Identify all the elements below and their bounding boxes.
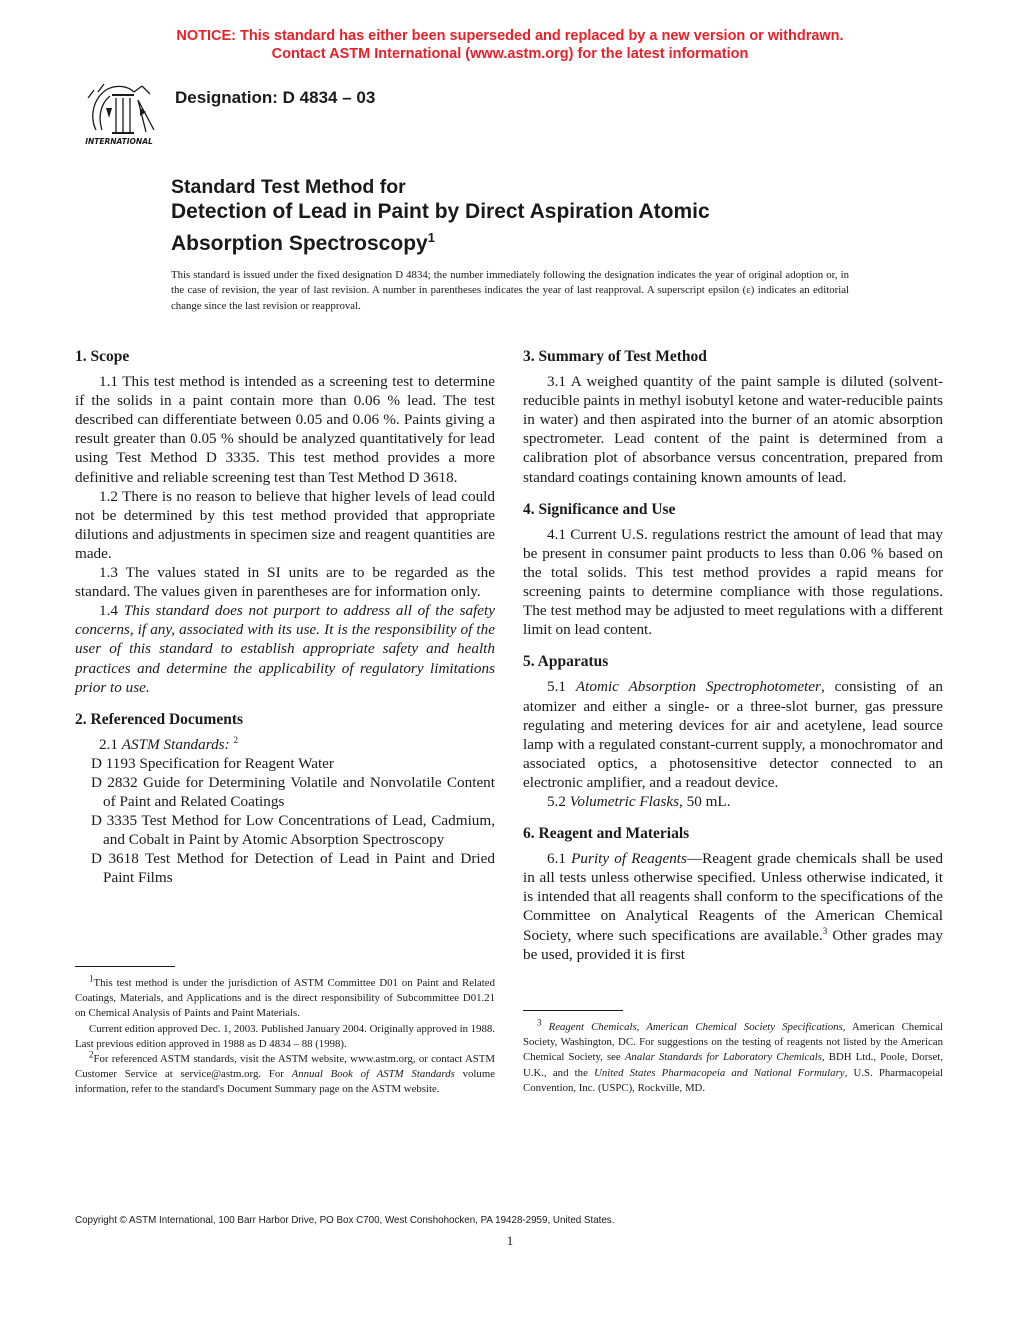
section-significance	[523, 500, 943, 640]
paragraph-number: 6.1	[547, 850, 566, 868]
footnote-text: , BDH Ltd., Poole, Dorset, U.K., and the	[523, 1051, 943, 1079]
section-heading: 4. Significance and Use	[523, 500, 676, 518]
paragraph-3-1: 3.1 A weighed quantity of the paint sample is diluted (solvent-reducible paints in methyl isobutyl ketone and water-reducible paints in water) and then aspirated into the burner of an atomic absorption spectrometer. Lead content of the paint is determined from a calibration plot of absorbance versus concentration, prepared from standard coatings containing known amounts of lead.	[523, 373, 943, 486]
paragraph-1-3: 1.3 The values stated in SI units are to be regarded as the standard. The values given in parentheses are for information only.	[75, 564, 495, 601]
section-heading: 3. Summary of Test Method	[523, 348, 707, 365]
copyright-notice: Copyright © ASTM International, 100 Barr Harbor Drive, PO Box C700, West Conshohocken, PA 19428-2959, United States.	[75, 1215, 615, 1226]
section-heading: 2. Referenced Documents	[75, 710, 244, 728]
footnote-mark: 3	[537, 1017, 542, 1028]
paragraph-2-1	[75, 735, 495, 754]
paragraph-italic-text: Purity of Reagents	[571, 850, 687, 868]
right-footnotes	[523, 1017, 944, 1096]
logo-subtext: INTERNATIONAL	[85, 137, 153, 146]
footnote-italic: Analar Standards for Laboratory Chemicals	[624, 1051, 822, 1064]
paragraph-number: 2.1	[99, 735, 118, 753]
reference-item: D 3618 Test Method for Detection of Lead in Paint and Dried Paint Films	[91, 850, 495, 887]
paragraph-5-1	[523, 677, 943, 792]
paragraph-5-2	[523, 792, 943, 811]
notice-line-2: Contact ASTM International (www.astm.org) for the latest information	[271, 46, 749, 62]
paragraph-6-1	[523, 849, 943, 964]
paragraph-1-4	[75, 601, 495, 696]
footnote-1	[75, 973, 495, 1022]
paragraph-text: —Reagent grade chemicals shall be used in all tests unless otherwise specified. Unless otherwise indicated, it is intended that all reagents shall conform to the specifications of the Committee on Analytical Reagents of the American Chemical Society, where such specifications are available.	[523, 850, 944, 944]
footnote-mark: 2	[89, 1049, 94, 1060]
title-line-2: Detection of Lead in Paint by Direct Aspiration Atomic	[171, 200, 710, 223]
section-summary	[523, 347, 943, 487]
paragraph-1-2: 1.2 There is no reason to believe that higher levels of lead could not be determined by this test method provided that appropriate dilutions and adjustments in specimen size and reagent quantities are made.	[75, 487, 495, 562]
supersession-notice	[0, 27, 1020, 63]
footnote-text: volume information, refer to the standard's Document Summary page on the ASTM website.	[75, 1068, 496, 1096]
footnote-3	[523, 1017, 944, 1096]
title-line-3	[171, 225, 891, 257]
paragraph-4-1: 4.1 Current U.S. regulations restrict the amount of lead that may be present in consumer paint products to less than 0.06 % based on the total solids. This test method provides a rapid means for screening paints to determine compliance with those regulations. The test method may be adjusted to meet regulations with a different limit on lead content.	[523, 525, 943, 639]
footnote-italic: Reagent Chemicals, American Chemical Society Specifications	[548, 1021, 843, 1033]
document-title	[171, 175, 891, 257]
footnote-2	[75, 1049, 496, 1098]
footnote-italic: United States Pharmacopeia and National Formulary	[594, 1066, 845, 1079]
section-scope	[75, 347, 495, 697]
footnote-mark: 1	[89, 973, 94, 984]
paragraph-italic-text: This standard does not purport to address all of the safety concerns, if any, associated with its use. It is the responsibility of the user of this standard to establish appropriate safety and health practices and determine the applicability of regulatory limitations prior to use.	[75, 602, 495, 696]
title-line-3-text: Absorption Spectroscopy	[171, 232, 428, 255]
left-column	[75, 347, 495, 901]
section-referenced-documents	[75, 710, 495, 888]
section-heading: 5. Apparatus	[523, 653, 609, 671]
paragraph-text: Other grades may be used, provided it is first	[523, 926, 943, 963]
section-apparatus	[523, 652, 943, 811]
paragraph-italic-text: ASTM Standards:	[121, 735, 230, 753]
footnote-italic: Annual Book of ASTM Standards	[291, 1068, 455, 1081]
left-footnotes	[75, 973, 496, 1098]
reference-item: D 3335 Test Method for Low Concentrations of Lead, Cadmium, and Cobalt in Paint by Atomic Absorption Spectroscopy	[91, 812, 495, 849]
page-number: 1	[506, 1233, 514, 1248]
paragraph-number: 5.2	[547, 792, 566, 810]
paragraph-number: 1.4	[99, 602, 118, 620]
footnote-text: This test method is under the jurisdiction of ASTM Committee D01 on Paint and Related Coatings, Materials, and Applications and is the direct responsibility of Subcommittee D01.21 on Chemical Analysis of Paints and Paint Materials.	[75, 977, 495, 1020]
designation: Designation: D 4834 – 03	[175, 88, 376, 107]
footnote-mark: 2	[233, 734, 238, 745]
right-column	[523, 347, 943, 977]
title-line-1: Standard Test Method for	[171, 176, 406, 198]
paragraph-italic-text: Volumetric Flasks	[569, 792, 680, 810]
issuance-note: This standard is issued under the fixed designation D 4834; the number immediately following the designation indicates the year of original adoption or, in the case of revision, the year of last revision. A number in parentheses indicates the year of last reapproval. A superscript epsilon (ε) indicates an editorial change since the last revision or reapproval.	[171, 269, 849, 312]
paragraph-italic-text: Atomic Absorption Spectrophotometer	[575, 678, 821, 696]
footnote-1-edition: Current edition approved Dec. 1, 2003. Published January 2004. Originally approved in 1988. Last previous edition approved in 1988 as D 4834 – 88 (1998).	[75, 1022, 495, 1050]
section-reagents	[523, 824, 943, 964]
paragraph-text: , 50 mL.	[679, 792, 731, 810]
section-heading: 1. Scope	[75, 348, 130, 365]
section-heading: 6. Reagent and Materials	[523, 825, 690, 843]
paragraph-text: , consisting of an atomizer and either a single- or a three-slot burner, gas pressure regulating and metering devices for air and acetylene, lead source lamp with a regulated constant-current supply, a monochromator and associated optics, a photosensitive detector connected to an electronic amplifier, and a readout device.	[523, 678, 943, 791]
astm-logo	[76, 78, 162, 148]
footnote-text: , American Chemical Society, Washington, DC. For suggestions on the testing of reagents not listed by the American Chemical Society, see	[523, 1021, 943, 1064]
paragraph-number: 5.1	[547, 678, 566, 696]
footnote-rule	[523, 1010, 623, 1011]
title-footnote-mark: 1	[427, 230, 435, 245]
reference-item: D 2832 Guide for Determining Volatile and Nonvolatile Content of Paint and Related Coatings	[91, 773, 495, 811]
astm-logo-icon	[76, 78, 162, 148]
notice-line-1: NOTICE: This standard has either been superseded and replaced by a new version or withdrawn.	[176, 28, 844, 44]
footnote-text: For referenced ASTM standards, visit the ASTM website, www.astm.org, or contact ASTM Customer Service at service@astm.org. For	[75, 1053, 495, 1081]
footnote-rule	[75, 966, 175, 967]
reference-item: D 1193 Specification for Reagent Water	[91, 754, 334, 772]
footnote-mark: 3	[822, 925, 828, 936]
footnote-text: , U.S. Pharmacopeial Convention, Inc. (USPC), Rockville, MD.	[523, 1066, 944, 1094]
paragraph-1-1: 1.1 This test method is intended as a screening test to determine if the solids in a paint contain more than 0.06 % lead. The test described can differentiate between 0.05 and 0.06 %. Paints giving a result greater than 0.05 % should be analyzed quantitatively for lead using Test Method D 3335. This test method provides a more definitive and reliable screening test than Test Method D 3618.	[75, 373, 495, 486]
